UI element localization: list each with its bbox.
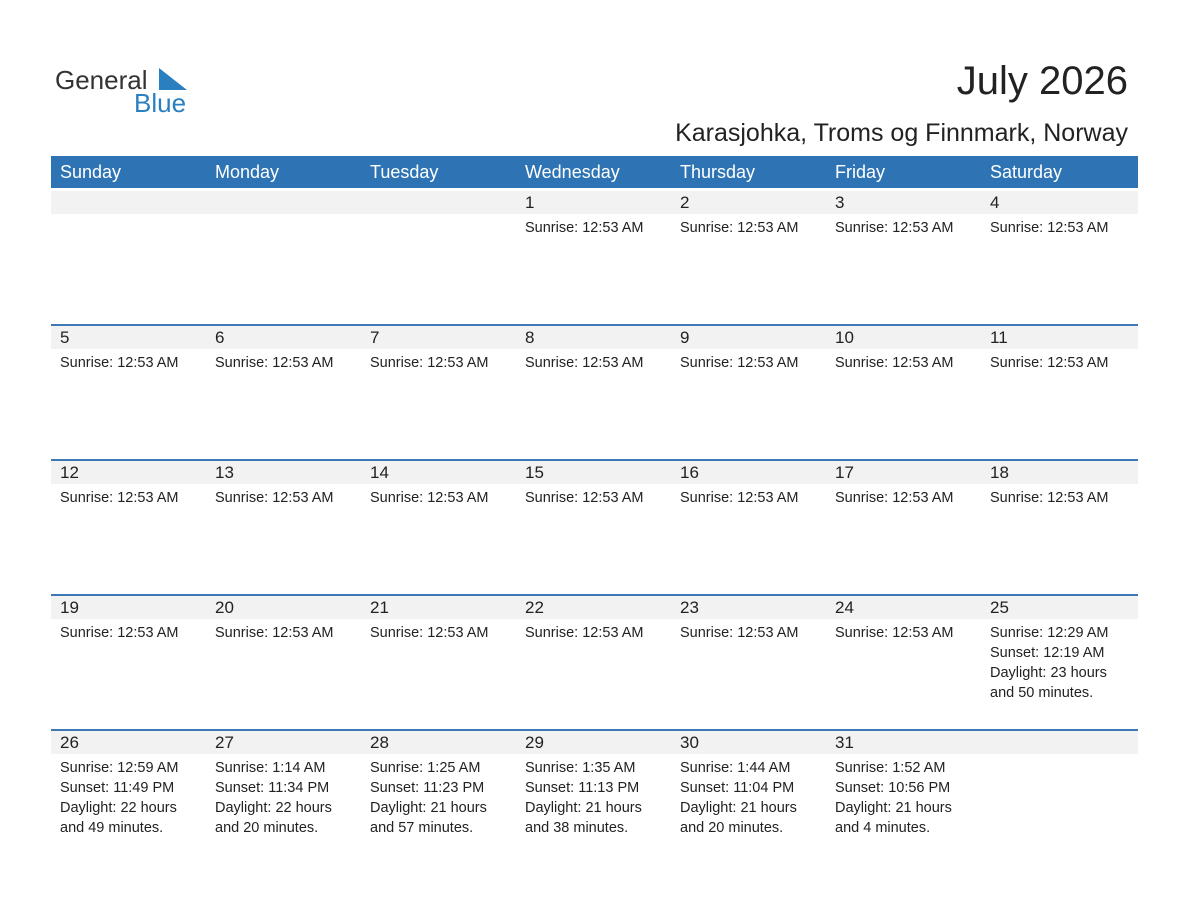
day-info-line: Sunset: 11:04 PM xyxy=(680,780,795,796)
day-number: 31 xyxy=(835,733,854,752)
day-info-line: and 49 minutes. xyxy=(60,820,164,836)
day-number: 25 xyxy=(990,598,1009,617)
day-number: 5 xyxy=(60,328,70,347)
day-info xyxy=(60,623,179,643)
day-info-line: Daylight: 22 hours xyxy=(60,800,177,816)
day-info xyxy=(215,488,334,508)
day-number: 18 xyxy=(990,463,1009,482)
weekday-saturday: Saturday xyxy=(990,162,1063,182)
day-info-line: Sunset: 11:49 PM xyxy=(60,780,175,796)
day-info-line: Sunrise: 12:53 AM xyxy=(215,355,334,371)
day-info xyxy=(680,353,799,373)
day-cell xyxy=(516,191,671,326)
day-number: 21 xyxy=(370,598,389,617)
day-info-line: Sunrise: 12:53 AM xyxy=(370,355,489,371)
day-info-line: Sunrise: 1:14 AM xyxy=(215,760,326,776)
day-info-line: Sunrise: 12:53 AM xyxy=(525,490,644,506)
day-info xyxy=(680,488,799,508)
day-cell xyxy=(516,461,671,596)
day-info-line: Sunrise: 12:53 AM xyxy=(370,490,489,506)
day-cell xyxy=(981,461,1136,596)
day-info xyxy=(835,353,954,373)
day-info xyxy=(990,353,1109,373)
day-cell xyxy=(826,326,981,461)
day-cell xyxy=(206,596,361,731)
day-cell xyxy=(516,731,671,866)
day-number: 24 xyxy=(835,598,854,617)
day-info xyxy=(835,218,954,238)
day-info xyxy=(835,758,952,838)
day-cell xyxy=(206,191,361,326)
day-info-line: and 4 minutes. xyxy=(835,820,931,836)
day-info-line: Sunrise: 12:53 AM xyxy=(680,355,799,371)
day-info-line: Sunrise: 12:29 AM xyxy=(990,625,1109,641)
day-info xyxy=(60,353,179,373)
weekday-thursday: Thursday xyxy=(680,162,756,182)
day-info-line: Sunrise: 12:53 AM xyxy=(990,490,1109,506)
day-info xyxy=(525,488,644,508)
day-cell xyxy=(361,191,516,326)
day-info-line: Sunrise: 12:53 AM xyxy=(525,625,644,641)
weekday-monday: Monday xyxy=(215,162,280,182)
day-cell xyxy=(361,731,516,866)
day-info-line: Sunrise: 1:25 AM xyxy=(370,760,481,776)
day-info-line: Sunset: 10:56 PM xyxy=(835,780,951,796)
day-info-line: Sunrise: 12:53 AM xyxy=(60,625,179,641)
day-cell xyxy=(206,326,361,461)
day-info-line: Daylight: 21 hours xyxy=(835,800,952,816)
day-info-line: and 57 minutes. xyxy=(370,820,474,836)
day-info-line: Daylight: 22 hours xyxy=(215,800,332,816)
day-info-line: Daylight: 23 hours xyxy=(990,665,1107,681)
day-info-line: and 38 minutes. xyxy=(525,820,629,836)
week-row xyxy=(51,326,1138,461)
day-info-line: Sunrise: 12:53 AM xyxy=(680,490,799,506)
day-info xyxy=(370,758,487,838)
day-cell xyxy=(981,596,1136,731)
day-info-line: Sunrise: 12:53 AM xyxy=(680,220,799,236)
day-number: 16 xyxy=(680,463,699,482)
day-cell xyxy=(671,731,826,866)
day-info xyxy=(370,623,489,643)
day-info-line: Daylight: 21 hours xyxy=(680,800,797,816)
day-number: 19 xyxy=(60,598,79,617)
page-title: July 2026 xyxy=(956,59,1128,103)
day-info-line: Sunrise: 12:53 AM xyxy=(835,490,954,506)
logo-blue-text: Blue xyxy=(134,88,187,118)
day-number: 4 xyxy=(990,193,1000,212)
day-info-line: Sunrise: 12:53 AM xyxy=(215,625,334,641)
week-row xyxy=(51,731,1138,866)
day-cell xyxy=(51,731,206,866)
day-info-line: Sunrise: 12:53 AM xyxy=(835,625,954,641)
day-number: 11 xyxy=(990,328,1008,347)
week-row xyxy=(51,596,1138,731)
day-cell xyxy=(981,326,1136,461)
day-info xyxy=(525,218,644,238)
weekday-header xyxy=(51,156,1138,188)
day-info xyxy=(835,488,954,508)
day-cell xyxy=(826,596,981,731)
day-cell xyxy=(361,596,516,731)
day-info xyxy=(835,623,954,643)
day-info xyxy=(525,623,644,643)
day-info-line: Sunrise: 1:35 AM xyxy=(525,760,636,776)
day-cell xyxy=(51,191,206,326)
day-info xyxy=(370,488,489,508)
day-number: 23 xyxy=(680,598,699,617)
day-number: 30 xyxy=(680,733,699,752)
location-subtitle: Karasjohka, Troms og Finnmark, Norway xyxy=(675,119,1128,147)
day-info xyxy=(60,758,179,838)
day-cell xyxy=(671,326,826,461)
weekday-sunday: Sunday xyxy=(60,162,122,182)
day-info xyxy=(215,758,332,838)
day-number: 14 xyxy=(370,463,389,482)
day-info-line: Sunrise: 12:53 AM xyxy=(990,355,1109,371)
day-info xyxy=(680,758,797,838)
day-info-line: Sunrise: 12:53 AM xyxy=(215,490,334,506)
day-info-line: Daylight: 21 hours xyxy=(370,800,487,816)
day-info xyxy=(215,353,334,373)
day-number: 9 xyxy=(680,328,690,347)
day-cell xyxy=(671,461,826,596)
day-info xyxy=(370,353,489,373)
day-info xyxy=(525,758,642,838)
day-number: 15 xyxy=(525,463,544,482)
day-info-line: Sunrise: 12:53 AM xyxy=(525,355,644,371)
day-info-line: Sunrise: 12:53 AM xyxy=(525,220,644,236)
day-info xyxy=(215,623,334,643)
day-info-line: Daylight: 21 hours xyxy=(525,800,642,816)
day-number: 6 xyxy=(215,328,225,347)
logo-general-text: General xyxy=(55,65,148,95)
day-cell xyxy=(826,191,981,326)
day-info-line: Sunrise: 1:52 AM xyxy=(835,760,946,776)
day-info-line: and 20 minutes. xyxy=(215,820,319,836)
day-info xyxy=(990,623,1109,703)
day-info-line: and 50 minutes. xyxy=(990,685,1094,701)
day-info-line: Sunrise: 12:53 AM xyxy=(60,355,179,371)
day-info xyxy=(60,488,179,508)
day-cell xyxy=(361,326,516,461)
day-cell xyxy=(51,461,206,596)
day-number: 3 xyxy=(835,193,845,212)
day-number: 27 xyxy=(215,733,234,752)
day-number: 10 xyxy=(835,328,854,347)
day-number: 7 xyxy=(370,328,380,347)
day-number: 1 xyxy=(525,193,535,212)
day-cell xyxy=(516,596,671,731)
day-number: 29 xyxy=(525,733,544,752)
day-info-line: Sunset: 12:19 AM xyxy=(990,645,1105,661)
day-cell xyxy=(671,596,826,731)
day-cell xyxy=(671,191,826,326)
day-info-line: Sunrise: 12:53 AM xyxy=(835,220,954,236)
day-cell xyxy=(51,596,206,731)
week-row xyxy=(51,191,1138,326)
day-info-line: Sunrise: 12:53 AM xyxy=(990,220,1109,236)
weekday-wednesday: Wednesday xyxy=(525,162,620,182)
day-number: 2 xyxy=(680,193,690,212)
day-cell xyxy=(826,461,981,596)
day-cell xyxy=(206,461,361,596)
day-info xyxy=(525,353,644,373)
day-info xyxy=(990,218,1109,238)
day-cell xyxy=(516,326,671,461)
day-info-line: Sunset: 11:13 PM xyxy=(525,780,640,796)
day-cell xyxy=(981,191,1136,326)
day-info xyxy=(680,623,799,643)
day-number: 12 xyxy=(60,463,79,482)
day-number: 26 xyxy=(60,733,79,752)
day-cell xyxy=(206,731,361,866)
day-number: 17 xyxy=(835,463,854,482)
day-info-line: Sunrise: 12:53 AM xyxy=(60,490,179,506)
weekday-friday: Friday xyxy=(835,162,886,182)
day-number: 20 xyxy=(215,598,234,617)
day-info-line: Sunrise: 12:53 AM xyxy=(680,625,799,641)
day-number: 28 xyxy=(370,733,389,752)
day-info-line: Sunset: 11:23 PM xyxy=(370,780,485,796)
week-row xyxy=(51,461,1138,596)
day-info-line: Sunrise: 1:44 AM xyxy=(680,760,791,776)
day-info-line: Sunrise: 12:53 AM xyxy=(835,355,954,371)
day-info xyxy=(680,218,799,238)
day-cell xyxy=(51,326,206,461)
day-number: 13 xyxy=(215,463,234,482)
weekday-tuesday: Tuesday xyxy=(370,162,439,182)
day-cell xyxy=(361,461,516,596)
logo xyxy=(55,64,205,118)
day-info-line: Sunrise: 12:59 AM xyxy=(60,760,179,776)
day-info xyxy=(990,488,1109,508)
day-cell xyxy=(981,731,1136,866)
day-number: 8 xyxy=(525,328,535,347)
day-info-line: and 20 minutes. xyxy=(680,820,784,836)
day-cell xyxy=(826,731,981,866)
day-info-line: Sunset: 11:34 PM xyxy=(215,780,330,796)
day-number: 22 xyxy=(525,598,544,617)
day-info-line: Sunrise: 12:53 AM xyxy=(370,625,489,641)
